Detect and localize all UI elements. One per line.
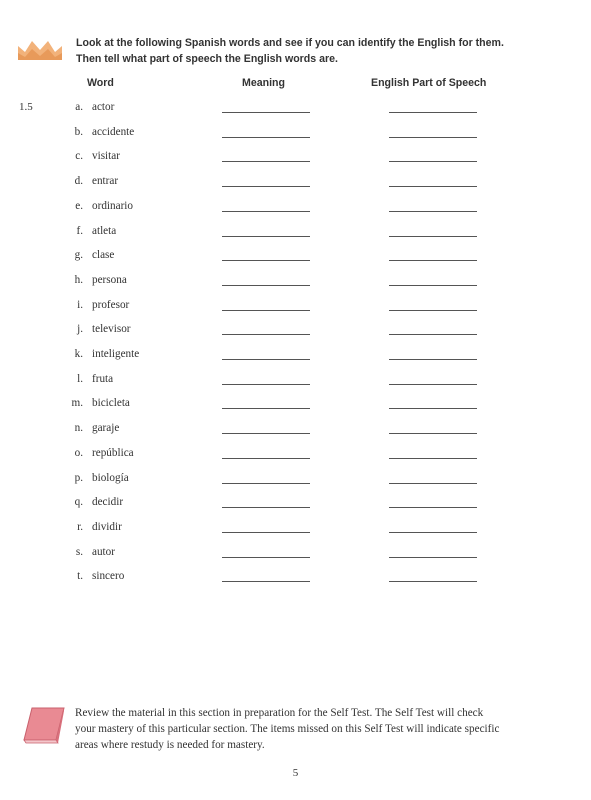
vocabulary-row xyxy=(0,447,591,467)
meaning-answer-line[interactable] xyxy=(222,359,310,360)
meaning-answer-line[interactable] xyxy=(222,408,310,409)
spanish-word: garaje xyxy=(92,422,120,435)
part-of-speech-answer-line[interactable] xyxy=(389,557,477,558)
vocabulary-row xyxy=(0,472,591,492)
vocabulary-row xyxy=(0,101,591,121)
spanish-word: dividir xyxy=(92,520,122,533)
meaning-answer-line[interactable] xyxy=(222,458,310,459)
meaning-answer-line[interactable] xyxy=(222,433,310,434)
spanish-word: accidente xyxy=(92,125,135,138)
meaning-answer-line[interactable] xyxy=(222,186,310,187)
page-number: 5 xyxy=(292,767,299,779)
item-letter: s. xyxy=(75,545,83,558)
part-of-speech-answer-line[interactable] xyxy=(389,458,477,459)
vocabulary-row xyxy=(0,546,591,566)
part-of-speech-answer-line[interactable] xyxy=(389,507,477,508)
part-of-speech-answer-line[interactable] xyxy=(389,433,477,434)
part-of-speech-answer-line[interactable] xyxy=(389,384,477,385)
item-letter: n. xyxy=(74,422,83,435)
item-letter: e. xyxy=(75,199,83,212)
part-of-speech-answer-line[interactable] xyxy=(389,260,477,261)
spanish-word: persona xyxy=(92,273,127,286)
part-of-speech-answer-line[interactable] xyxy=(389,532,477,533)
meaning-answer-line[interactable] xyxy=(222,483,310,484)
vocabulary-row xyxy=(0,150,591,170)
meaning-answer-line[interactable] xyxy=(222,507,310,508)
part-of-speech-answer-line[interactable] xyxy=(389,161,477,162)
vocabulary-row xyxy=(0,225,591,245)
vocabulary-row xyxy=(0,299,591,319)
spanish-word: bicicleta xyxy=(92,397,130,410)
column-header-meaning: Meaning xyxy=(242,77,285,89)
meaning-answer-line[interactable] xyxy=(222,161,310,162)
review-note xyxy=(75,705,553,753)
section-number: 1.5 xyxy=(19,101,33,113)
instructions-line-1: Look at the following Spanish words and see if you can identify the English for them. xyxy=(76,37,504,49)
meaning-answer-line[interactable] xyxy=(222,334,310,335)
item-letter: k. xyxy=(74,348,83,360)
part-of-speech-answer-line[interactable] xyxy=(389,483,477,484)
item-letter: t. xyxy=(77,570,83,583)
meaning-answer-line[interactable] xyxy=(222,236,310,237)
spanish-word: fruta xyxy=(92,372,114,385)
instructions-line-2: Then tell what part of speech the English words are. xyxy=(76,52,338,65)
spanish-word: inteligente xyxy=(92,348,140,360)
meaning-answer-line[interactable] xyxy=(222,112,310,113)
item-letter: g. xyxy=(74,249,83,262)
item-letter: o. xyxy=(74,446,83,459)
meaning-answer-line[interactable] xyxy=(222,557,310,558)
review-line-2: your mastery of this particular section. The items missed on this Self Test will indicate specific xyxy=(75,723,500,735)
part-of-speech-answer-line[interactable] xyxy=(389,310,477,311)
part-of-speech-answer-line[interactable] xyxy=(389,334,477,335)
vocabulary-row xyxy=(0,397,591,417)
item-letter: b. xyxy=(74,125,83,138)
item-letter: d. xyxy=(74,175,83,188)
vocabulary-row xyxy=(0,496,591,516)
meaning-answer-line[interactable] xyxy=(222,260,310,261)
item-letter: m. xyxy=(71,397,83,410)
instructions xyxy=(76,36,546,67)
vocabulary-row xyxy=(0,373,591,393)
part-of-speech-answer-line[interactable] xyxy=(389,137,477,138)
review-line-1: Review the material in this section in preparation for the Self Test. The Self Test will check xyxy=(75,707,484,719)
vocabulary-row xyxy=(0,422,591,442)
item-letter: p. xyxy=(74,471,83,484)
part-of-speech-answer-line[interactable] xyxy=(389,236,477,237)
vocabulary-row xyxy=(0,200,591,220)
item-letter: h. xyxy=(74,273,83,286)
meaning-answer-line[interactable] xyxy=(222,310,310,311)
column-header-part-of-speech: English Part of Speech xyxy=(371,77,487,89)
item-letter: l. xyxy=(77,372,83,385)
part-of-speech-answer-line[interactable] xyxy=(389,285,477,286)
spanish-word: decidir xyxy=(92,496,124,509)
vocabulary-row xyxy=(0,323,591,343)
part-of-speech-answer-line[interactable] xyxy=(389,581,477,582)
spanish-word: sincero xyxy=(92,570,125,583)
meaning-answer-line[interactable] xyxy=(222,532,310,533)
vocabulary-row xyxy=(0,126,591,146)
item-letter: f. xyxy=(76,224,83,237)
item-letter: c. xyxy=(75,150,83,163)
spanish-word: ordinario xyxy=(92,199,134,212)
spanish-word: visitar xyxy=(92,150,120,163)
meaning-answer-line[interactable] xyxy=(222,211,310,212)
spanish-word: televisor xyxy=(92,323,131,336)
meaning-answer-line[interactable] xyxy=(222,384,310,385)
part-of-speech-answer-line[interactable] xyxy=(389,359,477,360)
item-letter: j. xyxy=(77,323,83,336)
meaning-answer-line[interactable] xyxy=(222,581,310,582)
spanish-word: autor xyxy=(92,545,115,558)
meaning-answer-line[interactable] xyxy=(222,137,310,138)
spanish-word: república xyxy=(92,446,134,459)
part-of-speech-answer-line[interactable] xyxy=(389,211,477,212)
part-of-speech-answer-line[interactable] xyxy=(389,408,477,409)
vocabulary-row xyxy=(0,521,591,541)
spanish-word: clase xyxy=(92,249,115,262)
crown-icon xyxy=(18,38,62,60)
item-letter: r. xyxy=(77,520,83,533)
spanish-word: profesor xyxy=(92,298,130,311)
review-line-3: areas where restudy is needed for mastery. xyxy=(75,739,265,751)
item-letter: q. xyxy=(74,496,83,509)
part-of-speech-answer-line[interactable] xyxy=(389,186,477,187)
spanish-word: biología xyxy=(92,471,129,484)
meaning-answer-line[interactable] xyxy=(222,285,310,286)
spanish-word: atleta xyxy=(92,224,117,237)
vocabulary-row xyxy=(0,348,591,368)
vocabulary-row xyxy=(0,274,591,294)
vocabulary-row xyxy=(0,570,591,590)
spanish-word: entrar xyxy=(92,175,119,188)
vocabulary-row xyxy=(0,175,591,195)
spanish-word: actor xyxy=(92,101,115,113)
item-letter: a. xyxy=(75,101,83,113)
part-of-speech-answer-line[interactable] xyxy=(389,112,477,113)
column-header-word: Word xyxy=(87,77,114,89)
book-icon xyxy=(20,704,66,744)
vocabulary-row xyxy=(0,249,591,269)
item-letter: i. xyxy=(77,298,83,311)
